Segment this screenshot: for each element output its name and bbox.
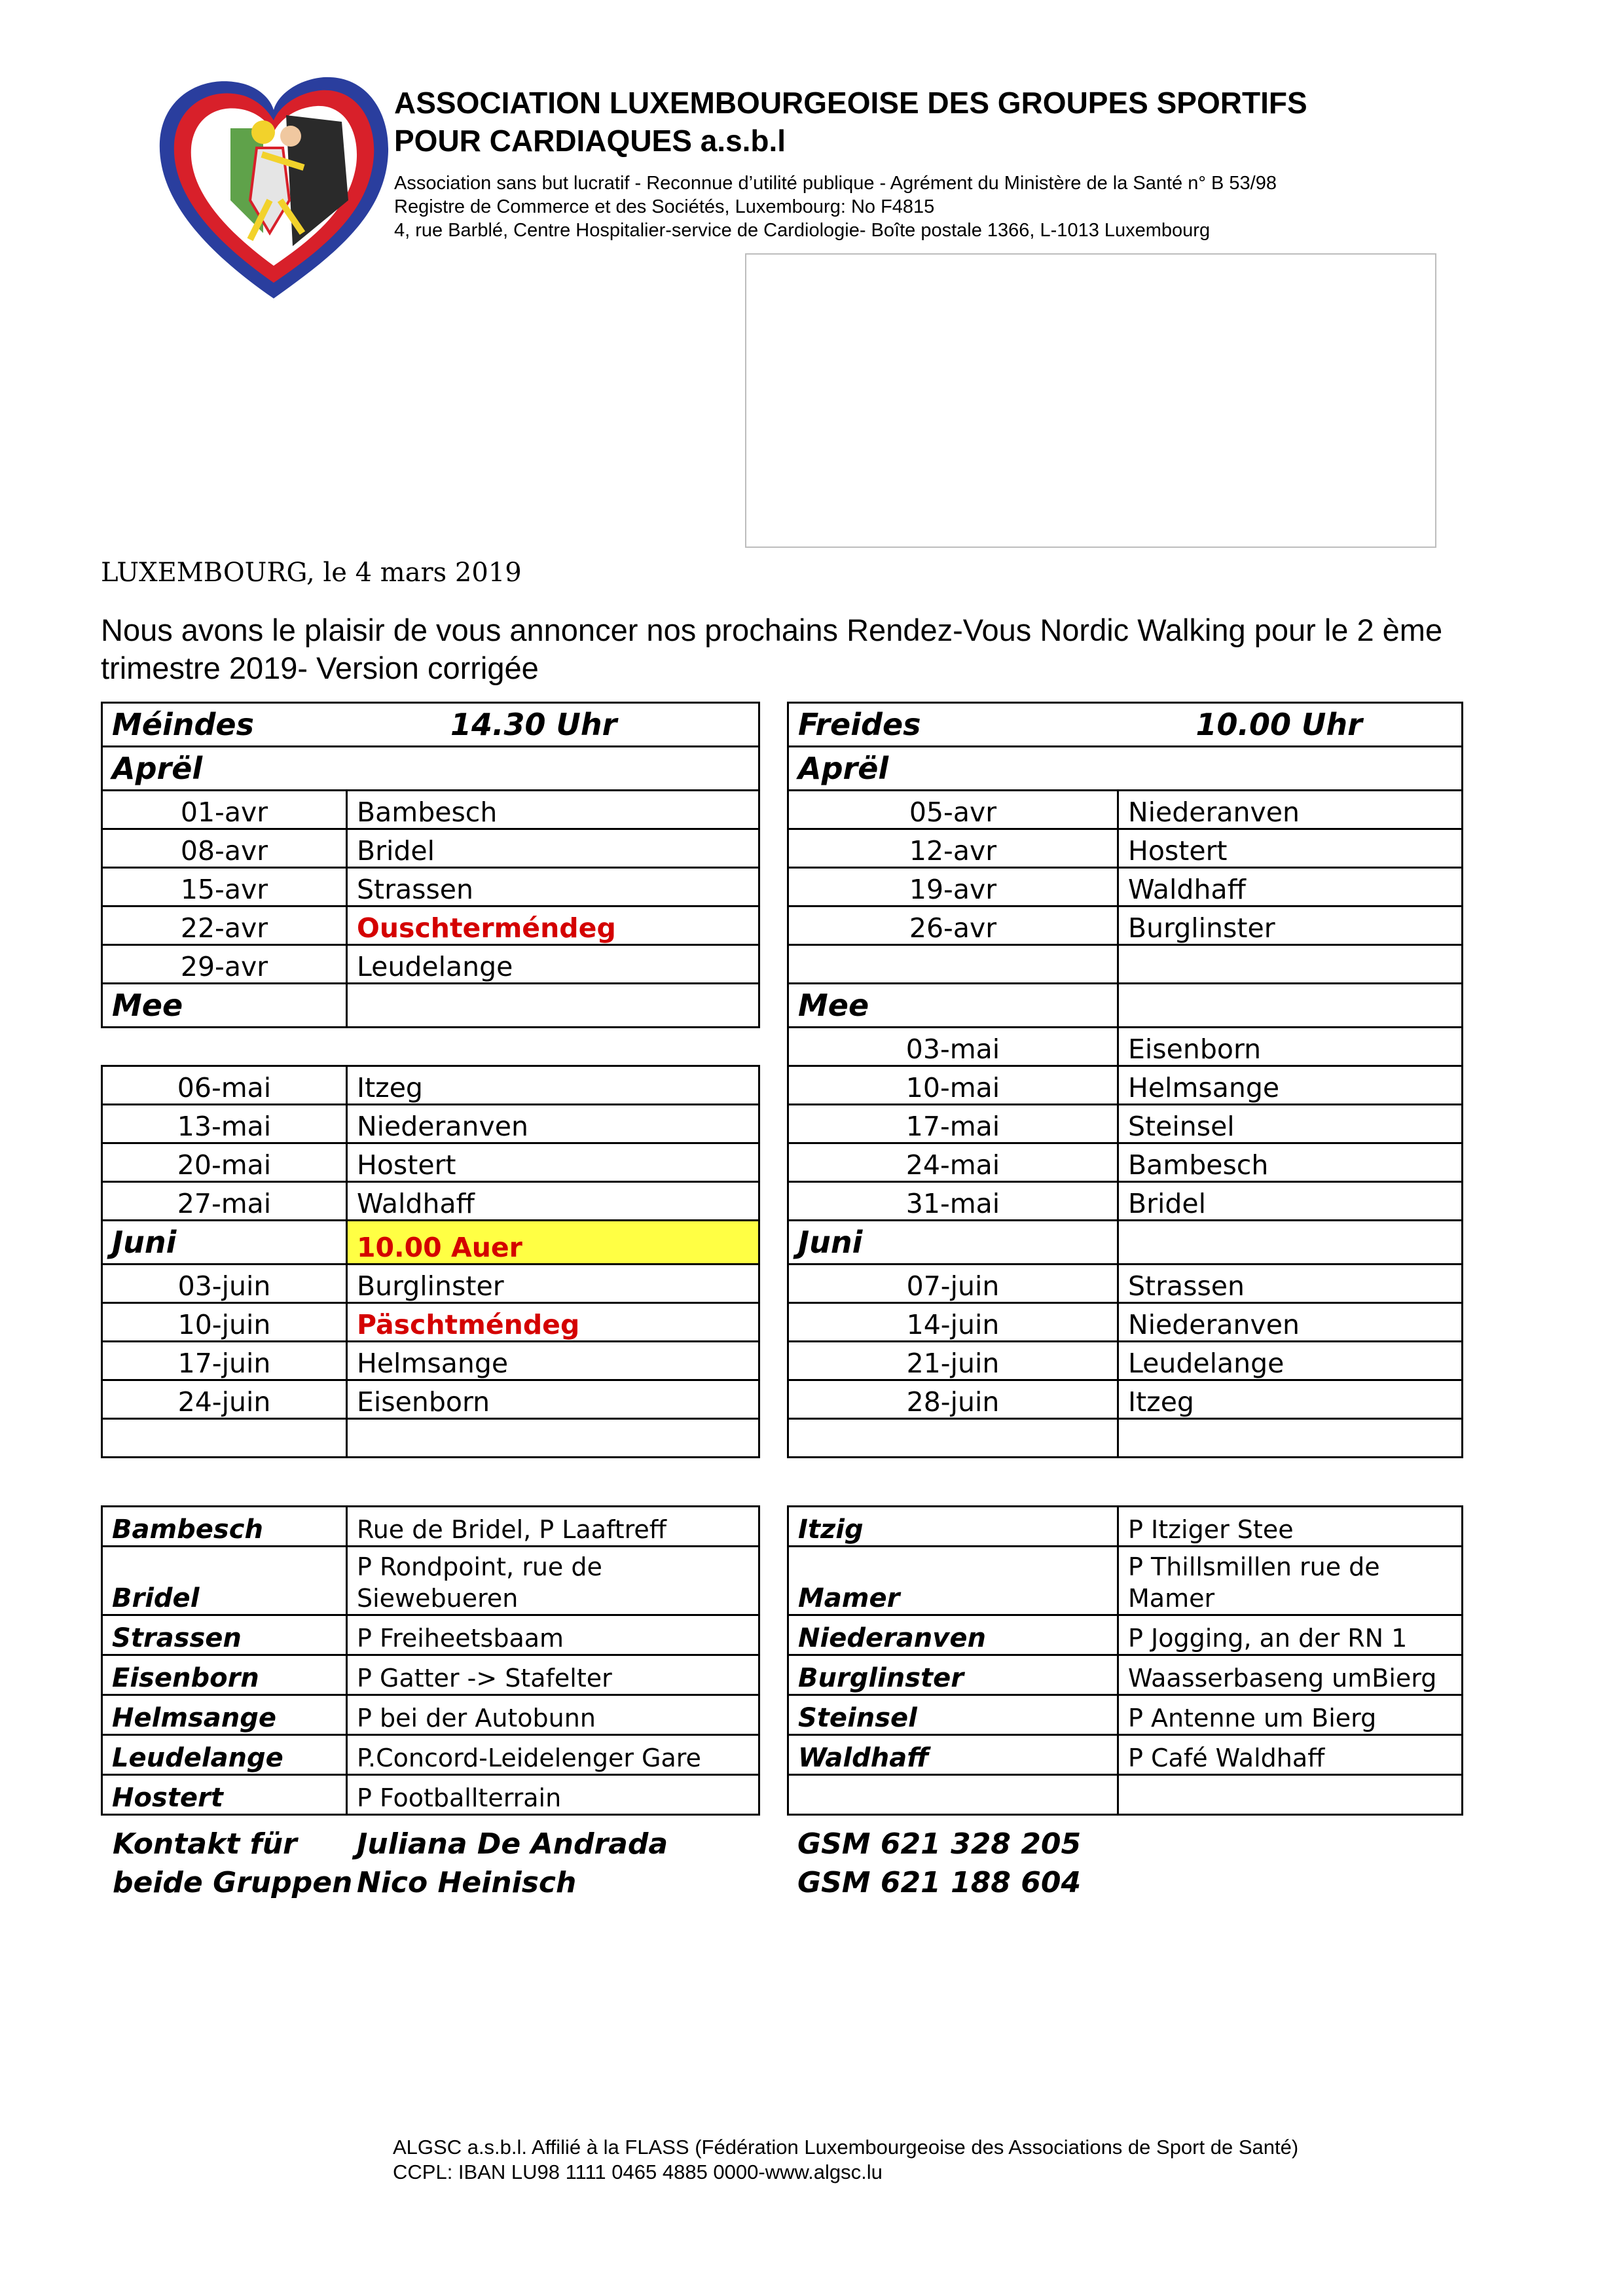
date-cell: 27-mai [102, 1182, 347, 1221]
empty-cell [1118, 1775, 1463, 1815]
table-row [102, 1105, 759, 1143]
meeting-points-monday [101, 1505, 760, 1816]
monday-may-header: Mee [102, 984, 347, 1028]
date-cell: 08-avr [102, 829, 347, 868]
table-row [102, 829, 759, 868]
location-name: Leudelange [102, 1735, 347, 1775]
table-row [102, 1695, 759, 1735]
meeting-point: Waasserbaseng umBierg [1118, 1655, 1463, 1695]
organisation-title-line2: POUR CARDIAQUES a.s.b.l [394, 124, 786, 158]
table-row [788, 1342, 1463, 1380]
empty-cell [1118, 1419, 1463, 1458]
holiday-cell: Päschtméndeg [347, 1303, 759, 1342]
date-cell: 21-juin [788, 1342, 1118, 1380]
schedule-friday [787, 702, 1463, 1458]
place-cell: Strassen [347, 868, 759, 906]
table-row [788, 1615, 1463, 1655]
location-name: Burglinster [788, 1655, 1118, 1695]
place-cell: Bridel [1118, 1182, 1463, 1221]
location-name: Itzig [788, 1507, 1118, 1547]
spacer-row [102, 1028, 759, 1066]
place-cell: Helmsange [1118, 1066, 1463, 1105]
table-row [788, 1507, 1463, 1547]
empty-cell [788, 945, 1118, 984]
place-cell: Eisenborn [347, 1380, 759, 1419]
date-cell: 22-avr [102, 906, 347, 945]
table-row [102, 1143, 759, 1182]
location-name: Bridel [102, 1547, 347, 1615]
place-cell: Bridel [347, 829, 759, 868]
date-cell: 19-avr [788, 868, 1118, 906]
dateline: LUXEMBOURG, le 4 mars 2019 [101, 558, 522, 588]
meeting-point: P Antenne um Bierg [1118, 1695, 1463, 1735]
date-cell: 01-avr [102, 791, 347, 829]
table-row [788, 1655, 1463, 1695]
meeting-point: P Freiheetsbaam [347, 1615, 759, 1655]
date-cell: 10-juin [102, 1303, 347, 1342]
location-name: Mamer [788, 1547, 1118, 1615]
friday-june-header: Juni [788, 1221, 1118, 1265]
meeting-point: P bei der Autobunn [347, 1695, 759, 1735]
organisation-title [394, 84, 1307, 160]
schedule-monday [101, 702, 760, 1458]
place-cell: Steinsel [1118, 1105, 1463, 1143]
location-name: Hostert [102, 1775, 347, 1815]
contact-phone-1: GSM 621 328 205 [797, 1827, 1082, 1861]
table-row [102, 1775, 759, 1815]
date-cell: 24-juin [102, 1380, 347, 1419]
place-cell: Bambesch [1118, 1143, 1463, 1182]
empty-cell [1118, 945, 1463, 984]
organisation-status: Association sans but lucratif - Reconnue d’utilité publique - Agrément du Ministère de la Santé n° B 53/98 [394, 173, 1277, 194]
meeting-point: P Rondpoint, rue de Siewebueren [347, 1547, 759, 1615]
date-cell: 15-avr [102, 868, 347, 906]
meeting-point: P Itziger Stee [1118, 1507, 1463, 1547]
place-cell: Bambesch [347, 791, 759, 829]
meeting-point: P.Concord-Leidelenger Gare [347, 1735, 759, 1775]
empty-cell [1118, 984, 1463, 1028]
place-cell: Leudelange [347, 945, 759, 984]
table-row [788, 1143, 1463, 1182]
meeting-points-friday [787, 1505, 1463, 1816]
monday-day: Méindes [112, 707, 254, 742]
place-cell: Waldhaff [1118, 868, 1463, 906]
intro-text: Nous avons le plaisir de vous annoncer nos prochains Rendez-Vous Nordic Walking pour le 2 ème trimestre 2019- Version corrigée [101, 613, 1443, 685]
table-row [788, 1265, 1463, 1303]
place-cell: Helmsange [347, 1342, 759, 1380]
table-row [788, 868, 1463, 906]
place-cell: Waldhaff [347, 1182, 759, 1221]
organisation-register: Registre de Commerce et des Sociétés, Luxembourg: No F4815 [394, 196, 935, 217]
organisation-address: 4, rue Barblé, Centre Hospitalier-service de Cardiologie- Boîte postale 1366, L-1013 Luxembourg [394, 220, 1211, 241]
place-cell: Burglinster [1118, 906, 1463, 945]
contact-label-line2: beide Gruppen [113, 1866, 353, 1899]
table-row [788, 1380, 1463, 1419]
footer-bank: CCPL: IBAN LU98 1111 0465 4885 0000-www.algsc.lu [393, 2161, 883, 2183]
association-logo [152, 69, 395, 308]
footer [393, 2135, 1298, 2185]
location-name: Strassen [102, 1615, 347, 1655]
empty-cell [788, 1419, 1118, 1458]
location-name: Eisenborn [102, 1655, 347, 1695]
meeting-point: P Café Waldhaff [1118, 1735, 1463, 1775]
table-row [788, 791, 1463, 829]
date-cell: 24-mai [788, 1143, 1118, 1182]
table-row [102, 945, 759, 984]
contact-person-2: Nico Heinisch [357, 1866, 577, 1899]
location-name: Helmsange [102, 1695, 347, 1735]
table-row [102, 1615, 759, 1655]
place-cell: Burglinster [347, 1265, 759, 1303]
friday-time: 10.00 Uhr [1195, 707, 1362, 742]
date-cell: 12-avr [788, 829, 1118, 868]
table-row [102, 1182, 759, 1221]
place-cell: Strassen [1118, 1265, 1463, 1303]
empty-cell [788, 1775, 1118, 1815]
empty-cell [102, 1419, 347, 1458]
date-cell: 05-avr [788, 791, 1118, 829]
address-window [745, 253, 1436, 548]
contact-label-line1: Kontakt für [113, 1827, 297, 1861]
friday-day: Freides [798, 707, 921, 742]
table-row [102, 906, 759, 945]
table-row [788, 1695, 1463, 1735]
place-cell: Leudelange [1118, 1342, 1463, 1380]
location-name: Waldhaff [788, 1735, 1118, 1775]
friday-may-header: Mee [788, 984, 1118, 1028]
table-row [102, 1547, 759, 1615]
location-name: Bambesch [102, 1507, 347, 1547]
table-row [788, 1028, 1463, 1066]
table-row [102, 1342, 759, 1380]
empty-cell [347, 984, 759, 1028]
place-cell: Itzeg [1118, 1380, 1463, 1419]
organisation-title-line1: ASSOCIATION LUXEMBOURGEOISE DES GROUPES SPORTIFS [394, 86, 1307, 120]
friday-header [788, 703, 1463, 747]
place-cell: Eisenborn [1118, 1028, 1463, 1066]
table-row [102, 1265, 759, 1303]
table-row [102, 1655, 759, 1695]
date-cell: 03-juin [102, 1265, 347, 1303]
place-cell: Niederanven [347, 1105, 759, 1143]
date-cell: 28-juin [788, 1380, 1118, 1419]
table-row [102, 1303, 759, 1342]
date-cell: 31-mai [788, 1182, 1118, 1221]
table-row [102, 1735, 759, 1775]
holiday-cell: Ouschterméndeg [347, 906, 759, 945]
date-cell: 17-juin [102, 1342, 347, 1380]
table-row [788, 829, 1463, 868]
date-cell: 17-mai [788, 1105, 1118, 1143]
meeting-point: P Jogging, an der RN 1 [1118, 1615, 1463, 1655]
table-row [788, 1735, 1463, 1775]
location-name: Niederanven [788, 1615, 1118, 1655]
table-row [788, 1066, 1463, 1105]
table-row [788, 1105, 1463, 1143]
meeting-point: P Gatter -> Stafelter [347, 1655, 759, 1695]
place-cell: Hostert [347, 1143, 759, 1182]
meeting-point: P Thillsmillen rue de Mamer [1118, 1547, 1463, 1615]
table-row [102, 791, 759, 829]
place-cell: Itzeg [347, 1066, 759, 1105]
monday-june-header: Juni [102, 1221, 347, 1265]
empty-cell [1118, 1221, 1463, 1265]
monday-april-header: Aprël [102, 747, 759, 791]
date-cell: 14-juin [788, 1303, 1118, 1342]
meeting-point: Rue de Bridel, P Laaftreff [347, 1507, 759, 1547]
june-time-note: 10.00 Auer [347, 1221, 759, 1265]
contact-phone-2: GSM 621 188 604 [797, 1866, 1082, 1899]
place-cell: Niederanven [1118, 1303, 1463, 1342]
heart-logo-icon [152, 69, 395, 308]
date-cell: 06-mai [102, 1066, 347, 1105]
date-cell: 29-avr [102, 945, 347, 984]
monday-header [102, 703, 759, 747]
date-cell: 20-mai [102, 1143, 347, 1182]
table-row [788, 1303, 1463, 1342]
table-row [102, 1380, 759, 1419]
date-cell: 26-avr [788, 906, 1118, 945]
date-cell: 07-juin [788, 1265, 1118, 1303]
table-row [788, 1547, 1463, 1615]
place-cell: Hostert [1118, 829, 1463, 868]
monday-time: 14.30 Uhr [450, 707, 617, 742]
date-cell: 03-mai [788, 1028, 1118, 1066]
friday-april-header: Aprël [788, 747, 1463, 791]
table-row [102, 1066, 759, 1105]
date-cell: 13-mai [102, 1105, 347, 1143]
date-cell: 10-mai [788, 1066, 1118, 1105]
meeting-point: P Footballterrain [347, 1775, 759, 1815]
empty-cell [347, 1419, 759, 1458]
table-row [102, 1507, 759, 1547]
place-cell: Niederanven [1118, 791, 1463, 829]
footer-affiliation: ALGSC a.s.b.l. Affilié à la FLASS (Fédération Luxembourgeoise des Associations de Sport de Santé) [393, 2136, 1299, 2159]
table-row [788, 1182, 1463, 1221]
location-name: Steinsel [788, 1695, 1118, 1735]
contact-person-1: Juliana De Andrada [357, 1827, 668, 1861]
table-row [102, 868, 759, 906]
table-row [788, 906, 1463, 945]
organisation-details [394, 171, 1277, 242]
